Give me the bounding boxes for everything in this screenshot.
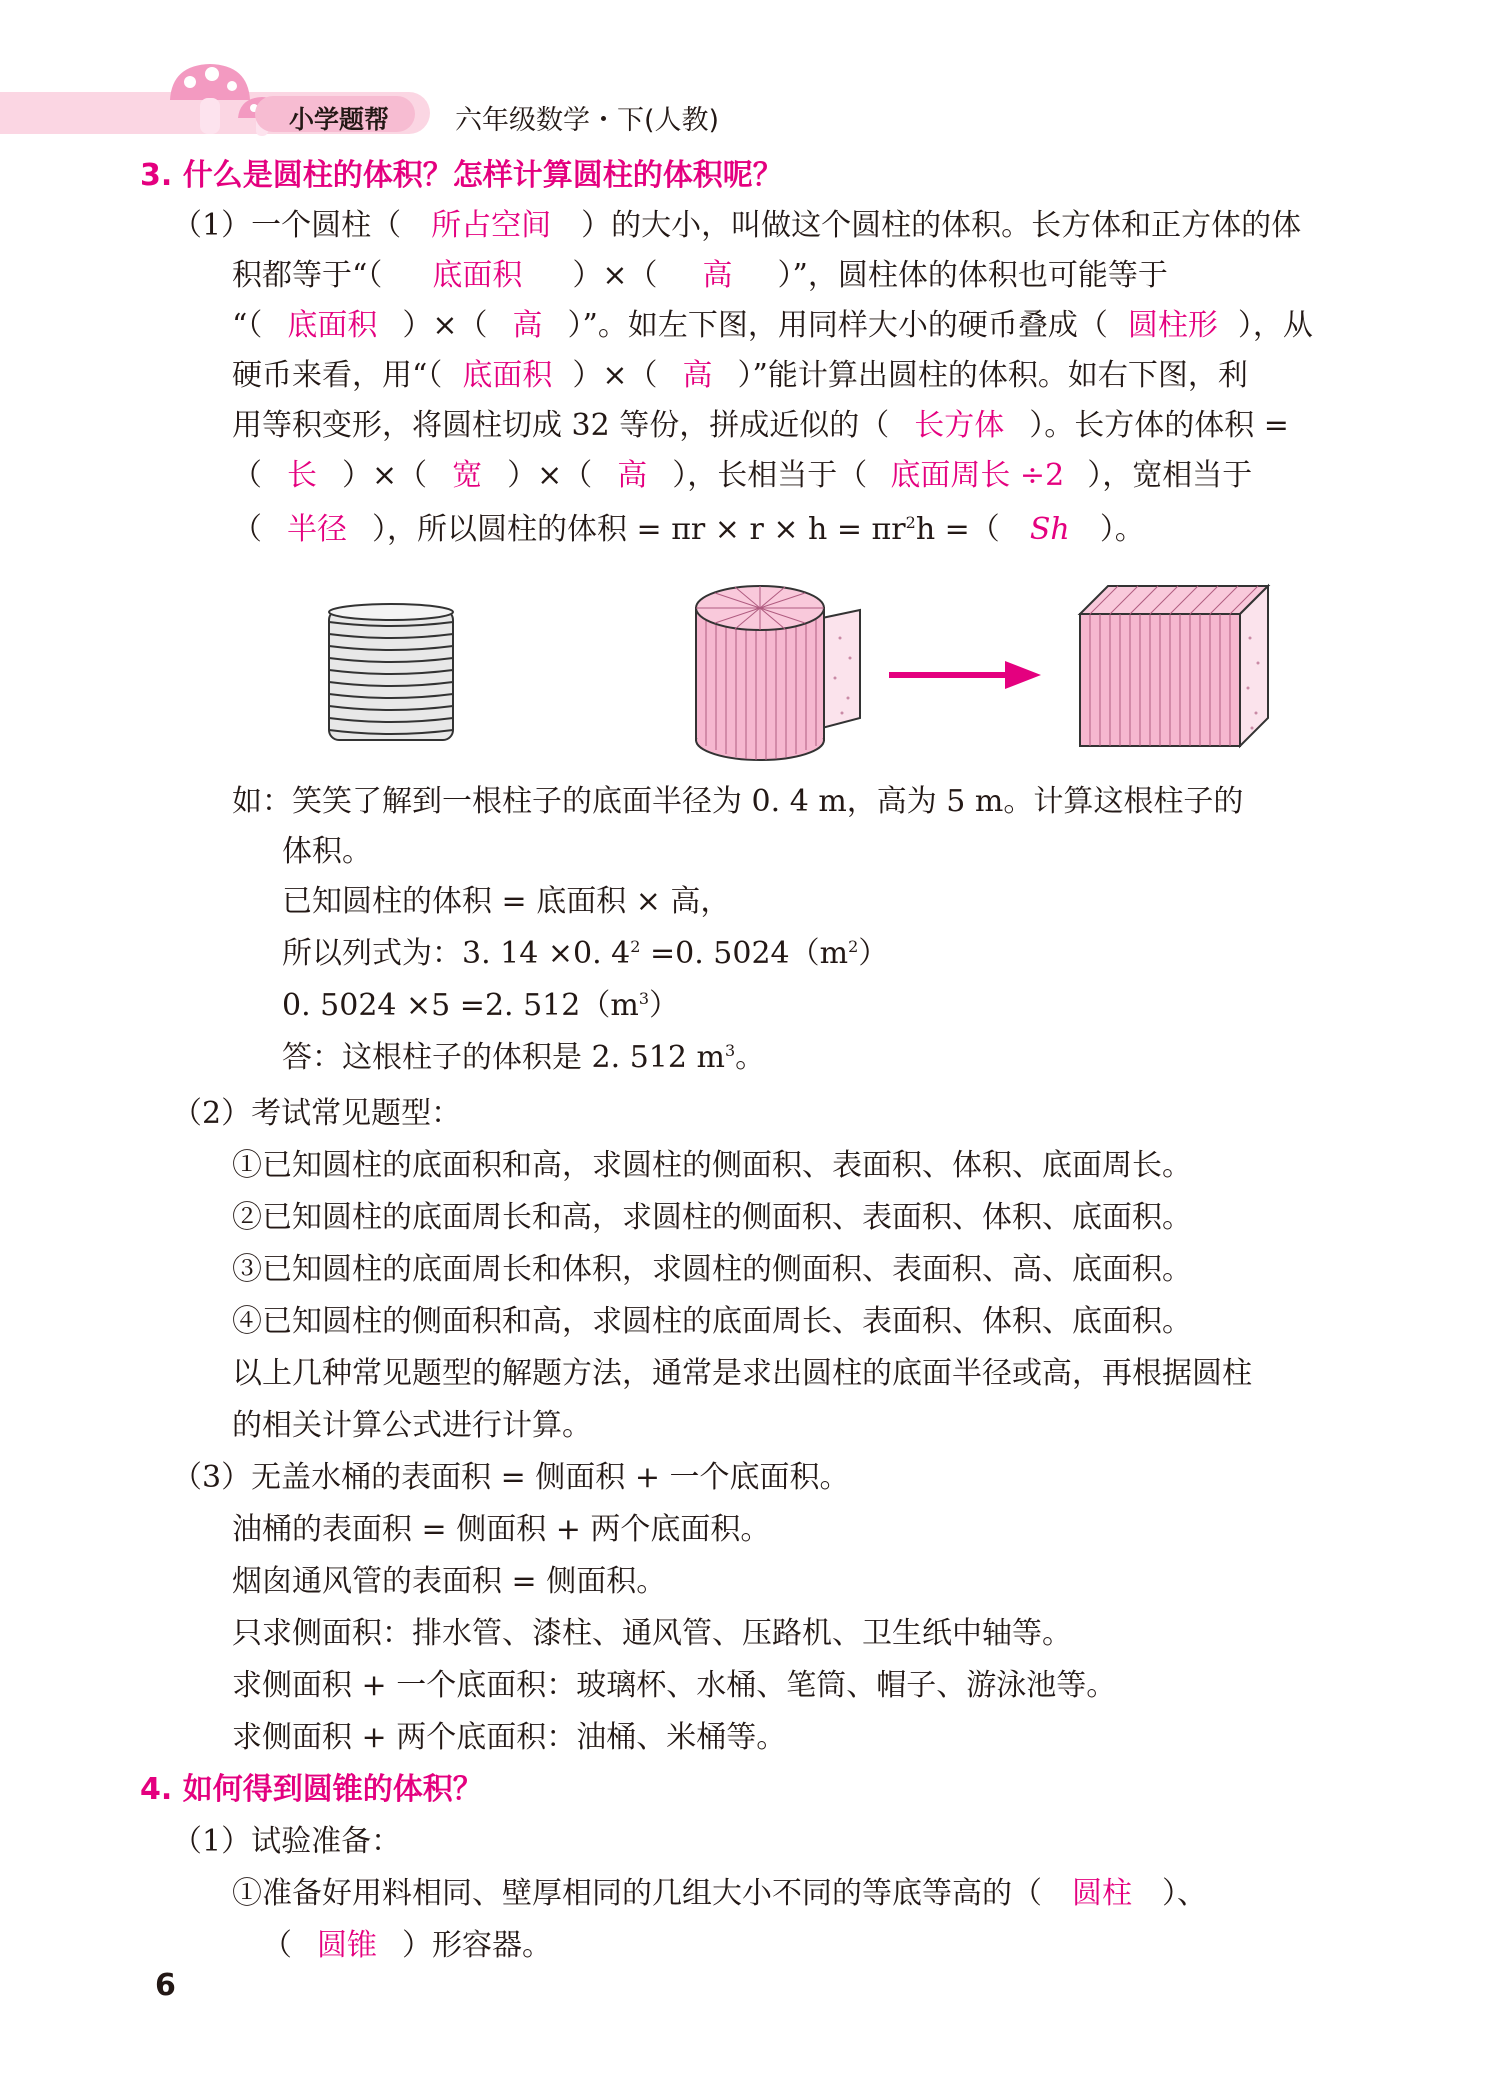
example-line2: 体积。 bbox=[282, 834, 372, 869]
q3-p2-item1: ①已知圆柱的底面积和高，求圆柱的侧面积、表面积、体积、底面周长。 bbox=[232, 1148, 1192, 1183]
answer-blank: 半径 bbox=[287, 512, 347, 547]
q3-p1-line1: （1）一个圆柱（ 所占空间 ）的大小，叫做这个圆柱的体积。长方体和正方体的体 bbox=[172, 206, 1301, 246]
q3-p2-item2: ②已知圆柱的底面周长和高，求圆柱的侧面积、表面积、体积、底面积。 bbox=[232, 1200, 1192, 1235]
answer-blank: 圆锥 bbox=[317, 1928, 377, 1963]
q3-p1-line2: 积都等于“（ 底面积 ）×（ 高 ）”，圆柱体的体积也可能等于 bbox=[232, 256, 1168, 296]
q3-p3-line3: 烟囱通风管的表面积 = 侧面积。 bbox=[232, 1564, 667, 1599]
answer-blank: 长 bbox=[287, 458, 317, 493]
q3-p1-line3: “（ 底面积 ）×（ 高 ）”。如左下图，用同样大小的硬币叠成（ 圆柱形 ），从 bbox=[232, 306, 1313, 346]
example-line1: 如：笑笑了解到一根柱子的底面半径为 0. 4 m，高为 5 m。计算这根柱子的 bbox=[232, 784, 1244, 819]
answer-blank: 底面积 bbox=[432, 258, 523, 293]
page-number: 6 bbox=[155, 1968, 176, 2003]
answer-blank: 长方体 bbox=[914, 408, 1005, 443]
brand-title: 小学题帮 bbox=[289, 105, 390, 134]
q3-title: 3. 什么是圆柱的体积？怎样计算圆柱的体积呢？ bbox=[140, 158, 783, 193]
coin-stack-figure bbox=[325, 600, 457, 748]
answer-blank: 高 bbox=[682, 358, 713, 393]
q3-p1-line6: （ 长 ）×（ 宽 ）×（ 高 ），长相当于（ 底面周长 ÷2 ），宽相当于 bbox=[232, 456, 1252, 496]
answer-blank: 所占空间 bbox=[431, 208, 552, 243]
example-line5: 0. 5024 ×5 =2. $512(m^3)$ bbox=[282, 988, 679, 1023]
sliced-cylinder-figure bbox=[690, 568, 870, 768]
q4-title: 4. 如何得到圆锥的体积？ bbox=[140, 1772, 483, 1807]
answer-blank: 高 bbox=[617, 458, 648, 493]
q3-p3-line4: 只求侧面积：排水管、漆柱、通风管、压路机、卫生纸中轴等。 bbox=[232, 1616, 1072, 1651]
q3-p2-item4: ④已知圆柱的侧面积和高，求圆柱的底面周长、表面积、体积、底面积。 bbox=[232, 1304, 1192, 1339]
answer-blank: 底面周长 ÷2 bbox=[890, 458, 1065, 493]
example-line3: 已知圆柱的体积 = 底面积 × 高， bbox=[282, 884, 731, 919]
answer-blank: 底面积 bbox=[462, 358, 553, 393]
q3-p2-note1: 以上几种常见题型的解题方法，通常是求出圆柱的底面半径或高，再根据圆柱 bbox=[232, 1356, 1252, 1391]
q3-p3-line5: 求侧面积 + 一个底面积：玻璃杯、水桶、笔筒、帽子、游泳池等。 bbox=[232, 1668, 1117, 1703]
q3-p2-item3: ③已知圆柱的底面周长和体积，求圆柱的侧面积、表面积、高、底面积。 bbox=[232, 1252, 1192, 1287]
example-line4: 所以列式为：3. 14 ×0. $4^2 =0$. $5024(m^2)$ bbox=[282, 936, 889, 971]
q4-line2: （ 圆锥 ）形容器。 bbox=[262, 1926, 552, 1966]
q4-p1-title: （1）试验准备： bbox=[172, 1824, 402, 1859]
answer-blank: 宽 bbox=[452, 458, 483, 493]
q3-p1-line5: 用等积变形，将圆柱切成 32 等份，拼成近似的（ 长方体 ）。长方体的体积 = bbox=[232, 406, 1289, 446]
answer-blank: 高 bbox=[702, 258, 733, 293]
page-header bbox=[0, 60, 1506, 140]
answer-blank: 圆柱形 bbox=[1127, 308, 1218, 343]
answer-blank: Sh bbox=[1029, 512, 1070, 547]
q3-p3-line1: （3）无盖水桶的表面积 = 侧面积 + 一个底面积。 bbox=[172, 1460, 850, 1495]
q3-p2-note2: 的相关计算公式进行计算。 bbox=[232, 1408, 592, 1443]
q4-line1: ①准备好用料相同、壁厚相同的几组大小不同的等底等高的（ 圆柱 ）、 bbox=[232, 1874, 1207, 1914]
q3-p3-line2: 油桶的表面积 = 侧面积 + 两个底面积。 bbox=[232, 1512, 771, 1547]
arrow-right-icon bbox=[885, 655, 1045, 695]
q3-p1-line7: （ 半径 ），所以圆柱的体积 = $\pi r \times r \times h = \pi r^2h$ =（ Sh ）。 bbox=[232, 510, 1145, 550]
cuboid-figure bbox=[1072, 578, 1272, 753]
book-title: 六年级数学・下(人教) bbox=[455, 105, 720, 136]
q3-p1-line4: 硬币来看，用“（ 底面积 ）×（ 高 ）”能计算出圆柱的体积。如右下图，利 bbox=[232, 356, 1248, 396]
q3-p2-title: （2）考试常见题型： bbox=[172, 1096, 462, 1131]
q3-p3-line6: 求侧面积 + 两个底面积：油桶、米桶等。 bbox=[232, 1720, 787, 1755]
answer-blank: 底面积 bbox=[287, 308, 378, 343]
answer-blank: 圆柱 bbox=[1072, 1876, 1132, 1911]
answer-blank: 高 bbox=[512, 308, 543, 343]
example-answer: 答：这根柱子的体积是 2. 512 $m^3$。 bbox=[282, 1040, 766, 1075]
